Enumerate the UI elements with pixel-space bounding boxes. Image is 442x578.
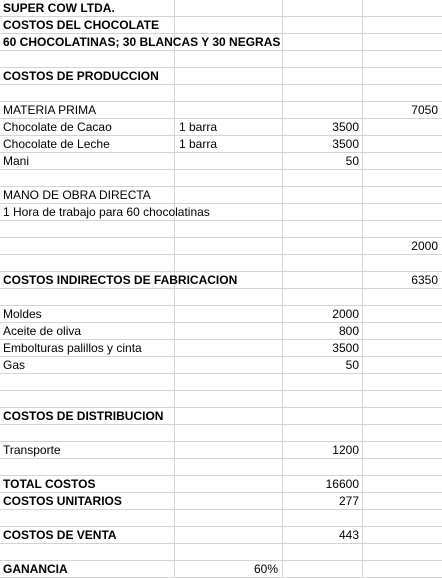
column-gridline xyxy=(282,68,283,84)
cell-col-a[interactable]: COSTOS INDIRECTOS DE FABRICACION xyxy=(3,273,238,287)
cell-col-a[interactable]: COSTOS DE PRODUCCION xyxy=(3,69,159,83)
column-gridline xyxy=(174,136,175,152)
column-gridline xyxy=(282,238,283,254)
sheet-row xyxy=(0,255,442,272)
column-gridline xyxy=(282,340,283,356)
sheet-row xyxy=(0,476,442,493)
column-gridline xyxy=(174,238,175,254)
cell-col-a[interactable]: Moldes xyxy=(3,307,42,321)
column-gridline xyxy=(174,68,175,84)
column-gridline xyxy=(362,357,363,373)
sheet-row xyxy=(0,51,442,68)
column-gridline xyxy=(362,272,363,288)
cell-col-c-amount[interactable]: 16600 xyxy=(325,477,359,491)
column-gridline xyxy=(282,493,283,509)
sheet-row xyxy=(0,204,442,221)
column-gridline xyxy=(362,442,363,458)
sheet-row xyxy=(0,374,442,391)
column-gridline xyxy=(362,408,363,424)
cell-col-a[interactable]: COSTOS UNITARIOS xyxy=(3,494,122,508)
column-gridline xyxy=(174,476,175,492)
column-gridline xyxy=(362,51,363,67)
column-gridline xyxy=(174,408,175,424)
column-gridline xyxy=(174,561,175,577)
sheet-row xyxy=(0,442,442,459)
cell-col-b[interactable]: 1 barra xyxy=(179,120,218,134)
sheet-row xyxy=(0,85,442,102)
sheet-row xyxy=(0,221,442,238)
column-gridline xyxy=(174,459,175,475)
cell-col-e-total[interactable]: 2000 xyxy=(411,239,438,253)
column-gridline xyxy=(282,391,283,407)
column-gridline xyxy=(174,119,175,135)
column-gridline xyxy=(174,374,175,390)
cell-col-a[interactable]: 1 Hora de trabajo para 60 chocolatinas xyxy=(3,205,210,219)
cell-col-a[interactable]: Gas xyxy=(3,358,26,372)
column-gridline xyxy=(174,221,175,237)
column-gridline xyxy=(174,357,175,373)
sheet-row xyxy=(0,357,442,374)
column-gridline xyxy=(362,34,363,50)
column-gridline xyxy=(282,221,283,237)
column-gridline xyxy=(174,187,175,203)
column-gridline xyxy=(282,187,283,203)
sheet-row xyxy=(0,170,442,187)
column-gridline xyxy=(362,493,363,509)
sheet-row xyxy=(0,238,442,255)
column-gridline xyxy=(362,170,363,186)
column-gridline xyxy=(174,544,175,560)
column-gridline xyxy=(362,0,363,16)
column-gridline xyxy=(362,136,363,152)
cell-col-c-amount[interactable]: 3500 xyxy=(332,137,359,151)
column-gridline xyxy=(282,476,283,492)
column-gridline xyxy=(174,85,175,101)
cell-col-a[interactable]: COSTOS DE VENTA xyxy=(3,528,117,542)
cell-col-c-amount[interactable]: 3500 xyxy=(332,120,359,134)
cell-col-a[interactable]: Chocolate de Cacao xyxy=(3,120,112,134)
column-gridline xyxy=(174,425,175,441)
sheet-row xyxy=(0,306,442,323)
sheet-row xyxy=(0,510,442,527)
sheet-row xyxy=(0,0,442,17)
column-gridline xyxy=(282,153,283,169)
cell-col-b[interactable]: 1 barra xyxy=(179,137,218,151)
column-gridline xyxy=(362,102,363,118)
cell-col-a[interactable]: COSTOS DE DISTRIBUCION xyxy=(3,409,164,423)
column-gridline xyxy=(282,170,283,186)
cell-col-a[interactable]: 60 CHOCOLATINAS; 30 BLANCAS Y 30 NEGRAS xyxy=(3,35,281,49)
sheet-row xyxy=(0,323,442,340)
column-gridline xyxy=(362,374,363,390)
cell-col-a[interactable]: Embolturas palillos y cinta xyxy=(3,341,142,355)
column-gridline xyxy=(174,255,175,271)
column-gridline xyxy=(362,187,363,203)
column-gridline xyxy=(362,255,363,271)
cell-col-b-percent[interactable]: 60% xyxy=(253,562,278,576)
sheet-row xyxy=(0,493,442,510)
sheet-row xyxy=(0,153,442,170)
sheet-row xyxy=(0,425,442,442)
column-gridline xyxy=(362,476,363,492)
column-gridline xyxy=(282,136,283,152)
cell-col-a[interactable]: Mani xyxy=(3,154,30,168)
column-gridline xyxy=(362,204,363,220)
column-gridline xyxy=(174,170,175,186)
sheet-row xyxy=(0,340,442,357)
cell-col-a[interactable]: MATERIA PRIMA xyxy=(3,103,97,117)
column-gridline xyxy=(174,0,175,16)
column-gridline xyxy=(174,17,175,33)
cell-col-c-amount[interactable]: 2000 xyxy=(332,307,359,321)
sheet-row xyxy=(0,187,442,204)
column-gridline xyxy=(362,527,363,543)
column-gridline xyxy=(282,102,283,118)
column-gridline xyxy=(282,306,283,322)
column-gridline xyxy=(282,544,283,560)
column-gridline xyxy=(362,221,363,237)
column-gridline xyxy=(282,408,283,424)
sheet-row xyxy=(0,561,442,578)
column-gridline xyxy=(362,340,363,356)
cell-col-c-amount[interactable]: 3500 xyxy=(332,341,359,355)
column-gridline xyxy=(282,289,283,305)
column-gridline xyxy=(282,51,283,67)
column-gridline xyxy=(362,391,363,407)
sheet-row xyxy=(0,544,442,561)
cell-col-e-total[interactable]: 7050 xyxy=(411,103,438,117)
column-gridline xyxy=(362,459,363,475)
column-gridline xyxy=(174,391,175,407)
column-gridline xyxy=(282,85,283,101)
column-gridline xyxy=(282,119,283,135)
column-gridline xyxy=(282,357,283,373)
column-gridline xyxy=(282,561,283,577)
cell-col-e-total[interactable]: 6350 xyxy=(411,273,438,287)
cell-col-a[interactable]: Chocolate de Leche xyxy=(3,137,110,151)
column-gridline xyxy=(174,323,175,339)
column-gridline xyxy=(282,272,283,288)
sheet-row xyxy=(0,408,442,425)
column-gridline xyxy=(174,493,175,509)
cell-col-a[interactable]: GANANCIA xyxy=(3,562,68,576)
sheet-row xyxy=(0,289,442,306)
column-gridline xyxy=(282,425,283,441)
cell-col-c-amount[interactable]: 800 xyxy=(338,324,359,338)
sheet-row xyxy=(0,119,442,136)
cell-col-c-amount[interactable]: 277 xyxy=(338,494,359,508)
column-gridline xyxy=(174,510,175,526)
sheet-row xyxy=(0,272,442,289)
column-gridline xyxy=(362,425,363,441)
cell-col-c-amount[interactable]: 50 xyxy=(345,358,359,372)
column-gridline xyxy=(282,204,283,220)
column-gridline xyxy=(282,0,283,16)
cell-col-a[interactable]: Aceite de oliva xyxy=(3,324,82,338)
column-gridline xyxy=(282,510,283,526)
cell-col-a[interactable]: TOTAL COSTOS xyxy=(3,477,96,491)
column-gridline xyxy=(362,510,363,526)
column-gridline xyxy=(174,153,175,169)
column-gridline xyxy=(282,374,283,390)
cell-col-a[interactable]: SUPER COW LTDA. xyxy=(3,1,115,15)
column-gridline xyxy=(174,306,175,322)
sheet-row xyxy=(0,34,442,51)
column-gridline xyxy=(174,51,175,67)
sheet-row xyxy=(0,391,442,408)
column-gridline xyxy=(282,34,283,50)
column-gridline xyxy=(174,527,175,543)
sheet-row xyxy=(0,68,442,85)
column-gridline xyxy=(362,289,363,305)
sheet-row xyxy=(0,136,442,153)
column-gridline xyxy=(362,68,363,84)
cell-col-c-amount[interactable]: 443 xyxy=(338,528,359,542)
cell-col-c-amount[interactable]: 50 xyxy=(345,154,359,168)
sheet-row xyxy=(0,102,442,119)
cell-col-a[interactable]: COSTOS DEL CHOCOLATE xyxy=(3,18,160,32)
column-gridline xyxy=(174,442,175,458)
column-gridline xyxy=(282,527,283,543)
column-gridline xyxy=(282,442,283,458)
cell-col-a[interactable]: Transporte xyxy=(3,443,61,457)
cell-col-a[interactable]: MANO DE OBRA DIRECTA xyxy=(3,188,151,202)
column-gridline xyxy=(362,561,363,577)
sheet-row xyxy=(0,17,442,34)
column-gridline xyxy=(174,340,175,356)
column-gridline xyxy=(362,544,363,560)
column-gridline xyxy=(282,459,283,475)
column-gridline xyxy=(174,289,175,305)
sheet-row xyxy=(0,527,442,544)
column-gridline xyxy=(362,119,363,135)
sheet-row xyxy=(0,459,442,476)
column-gridline xyxy=(362,306,363,322)
cell-col-c-amount[interactable]: 1200 xyxy=(332,443,359,457)
column-gridline xyxy=(362,85,363,101)
column-gridline xyxy=(362,323,363,339)
column-gridline xyxy=(362,17,363,33)
column-gridline xyxy=(282,17,283,33)
column-gridline xyxy=(362,153,363,169)
column-gridline xyxy=(362,238,363,254)
column-gridline xyxy=(174,102,175,118)
column-gridline xyxy=(282,323,283,339)
column-gridline xyxy=(282,255,283,271)
